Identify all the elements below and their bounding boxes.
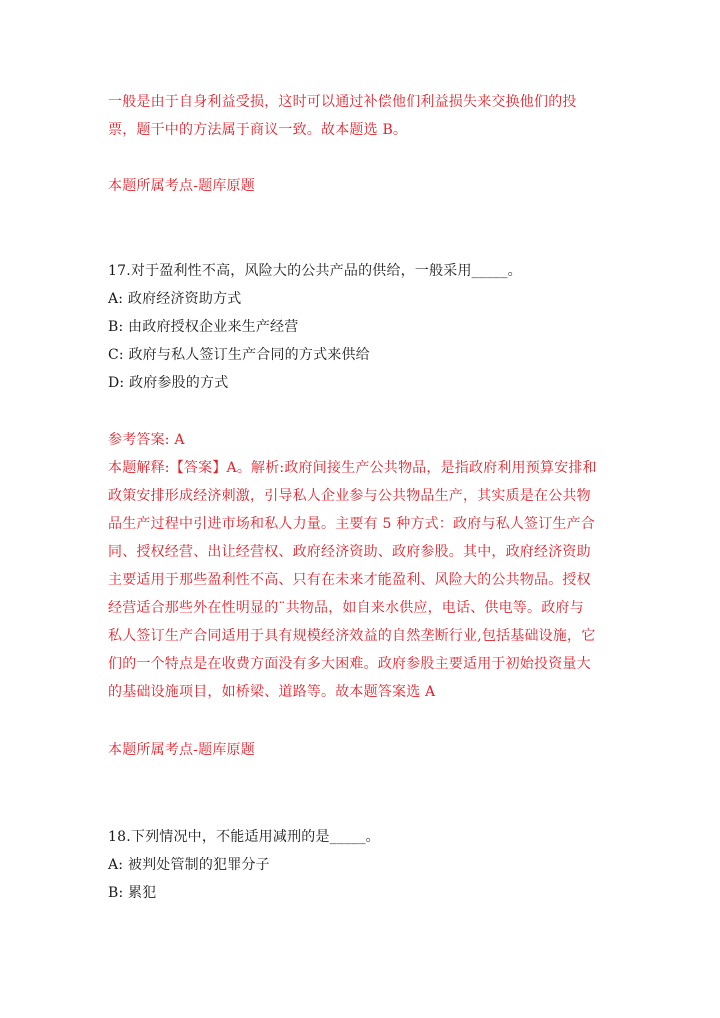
q17-explanation-line-2: 政策安排形成经济刺激，引导私人企业参与公共物品生产，其实质是在公共物	[108, 488, 591, 504]
q17-explanation-line-6: 经营适合那些外在性明显的¨共物品，如自来水供应，电话、供电等。政府与	[108, 600, 584, 616]
q17-topic-label: 本题所属考点-题库原题	[108, 742, 255, 758]
q17-answer: 参考答案: A	[108, 432, 185, 448]
q17-option-d: D: 政府参股的方式	[108, 375, 229, 391]
prev-explanation-line-1: 一般是由于自身利益受损，这时可以通过补偿他们利益损失来交换他们的投	[108, 94, 577, 110]
q17-explanation-line-7: 私人签订生产合同适用于具有规模经济效益的自然垄断行业,包括基础设施，它	[108, 628, 596, 644]
q17-explanation-line-1: 本题解释:【答案】A。解析:政府间接生产公共物品，是指政府利用预算安排和	[108, 460, 597, 476]
q17-option-c: C: 政府与私人签订生产合同的方式来供给	[108, 347, 370, 363]
q17-explanation-line-8: 们的一个特点是在收费方面没有多大困难。政府参股主要适用于初始投资量大	[108, 656, 591, 672]
q18-option-b: B: 累犯	[108, 885, 157, 901]
q17-option-b: B: 由政府授权企业来生产经营	[108, 319, 299, 335]
q18-option-a: A: 被判处管制的犯罪分子	[108, 857, 270, 873]
q18-question: 18.下列情况中，不能适用减刑的是_____。	[108, 829, 380, 845]
q17-option-a: A: 政府经济资助方式	[108, 291, 242, 307]
q17-explanation-line-3: 品生产过程中引进市场和私人力量。主要有 5 种方式：政府与私人签订生产合	[108, 516, 596, 532]
q17-explanation-line-5: 主要适用于那些盈利性不高、只有在未来才能盈利、风险大的公共物品。授权	[108, 572, 591, 588]
q17-explanation-line-9: 的基础设施项目，如桥梁、道路等。故本题答案选 A	[108, 684, 436, 700]
prev-topic-label: 本题所属考点-题库原题	[108, 178, 255, 194]
q17-question: 17.对于盈利性不高，风险大的公共产品的供给，一般采用_____。	[108, 263, 522, 279]
q17-explanation-line-4: 同、授权经营、出让经营权、政府经济资助、政府参股。其中，政府经济资助	[108, 544, 591, 560]
prev-explanation-line-2: 票，题干中的方法属于商议一致。故本题选 B。	[108, 122, 408, 138]
